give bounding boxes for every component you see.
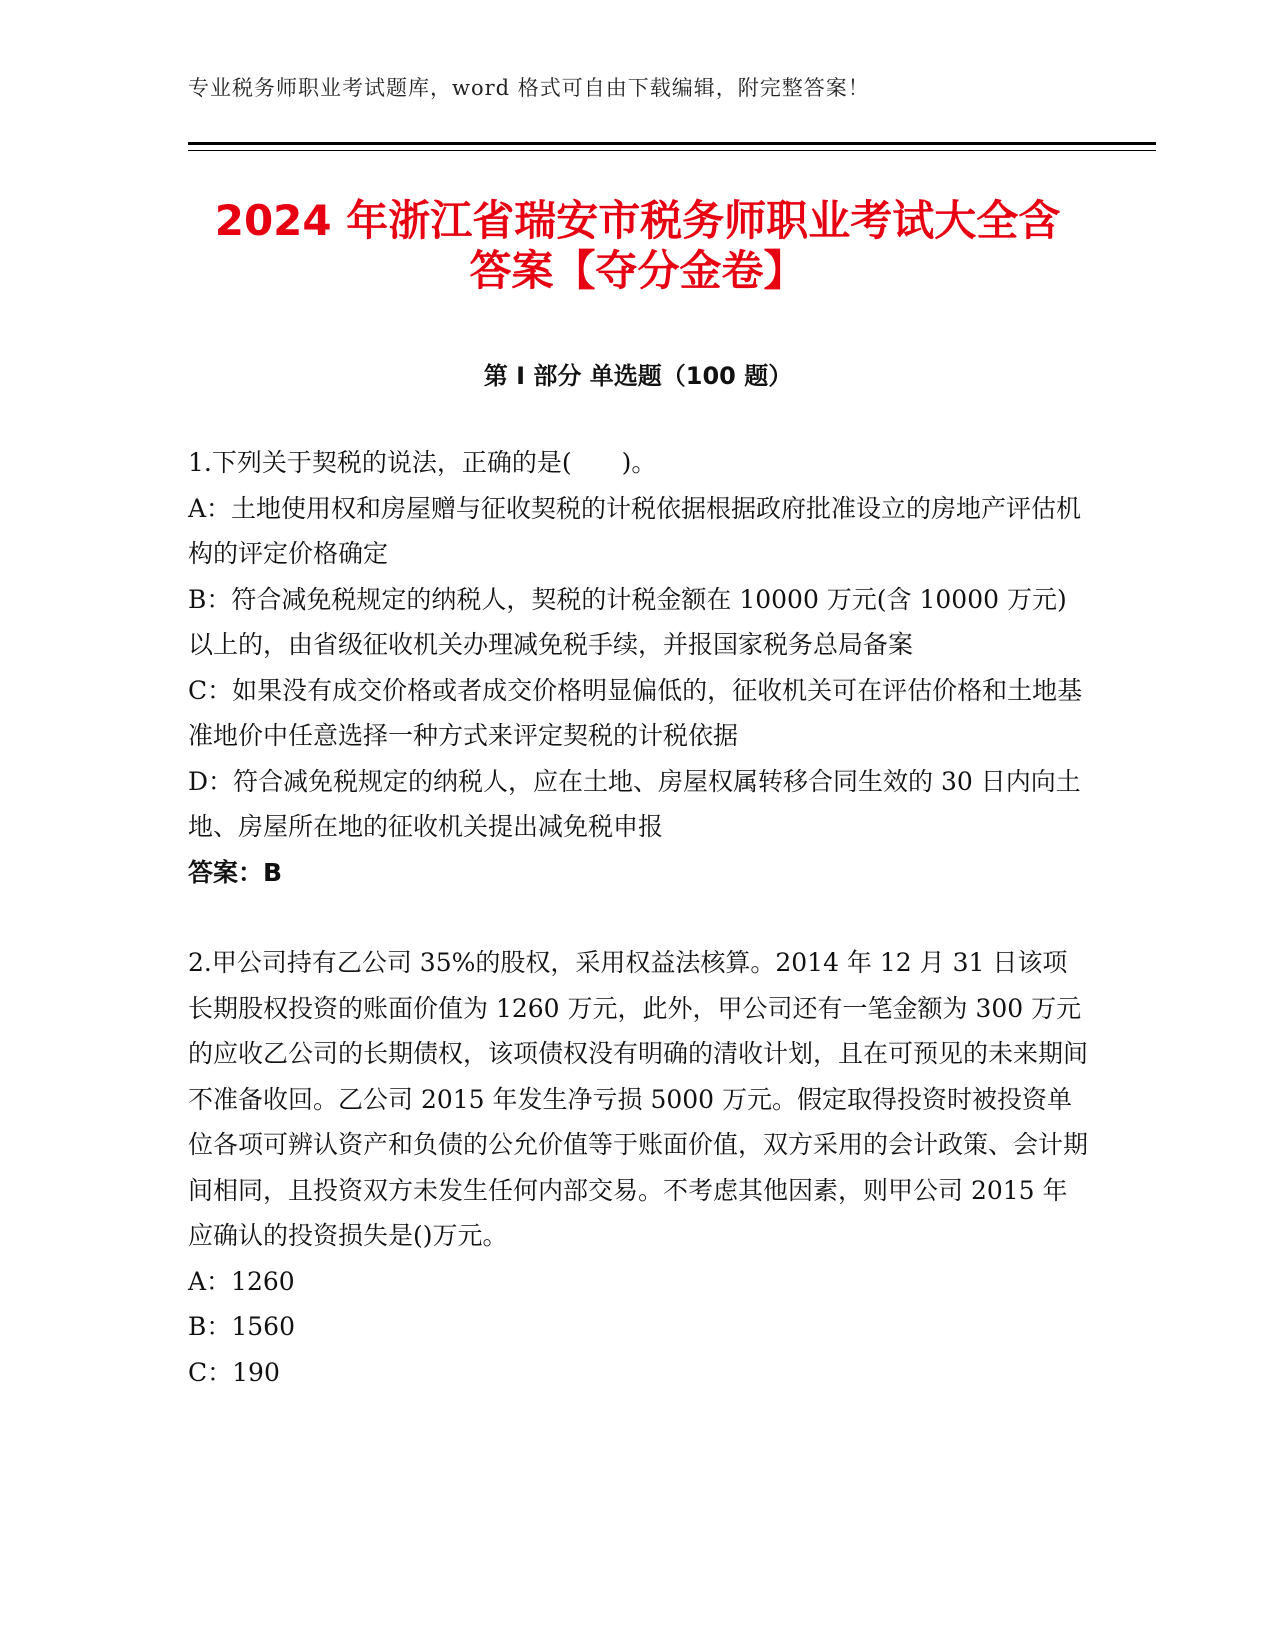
document-title [150, 196, 1125, 296]
section-heading: 第 I 部分 单选题（100 题） [483, 362, 793, 390]
option-b: B：符合减免税规定的纳税人，契税的计税金额在 10000 万元(含 10000 万元)以上的，由省级征收机关办理减免税手续，并报国家税务总局备案 [188, 584, 1067, 659]
document-title-line-2: 答案【夺分金卷】 [469, 246, 806, 295]
header-rule-thin [188, 150, 1156, 151]
option-a: A：土地使用权和房屋赠与征收契税的计税依据根据政府批准设立的房地产评估机构的评定价格确定 [188, 493, 1082, 568]
question-2 [188, 940, 1088, 1395]
question-stem: 1.下列关于契税的说法，正确的是( )。 [188, 448, 657, 477]
header-rule-thick [188, 142, 1156, 145]
question-1 [188, 440, 1088, 895]
option-c: C：如果没有成交价格或者成交价格明显偏低的，征收机关可在评估价格和土地基准地价中任意选择一种方式来评定契税的计税依据 [188, 675, 1083, 750]
question-spacer [188, 895, 1088, 940]
question-stem: 2.甲公司持有乙公司 35%的股权，采用权益法核算。2014 年 12 月 31 日该项长期股权投资的账面价值为 1260 万元，此外，甲公司还有一笔金额为 300 万元的应收乙公司的长期债权，该项债权没有明确的清收计划，且在可预见的未来期间不准备收回。乙公司 2015 年发生净亏损 5000 万元。假定取得投资时被投资单位各项可辨认资产和负债的公允价值等于账面价值，双方采用的会计政策、会计期间相同，且投资双方未发生任何内部交易。不考虑其他因素，则甲公司 2015 年应确认的投资损失是()万元。 [188, 948, 1089, 1250]
answer-line: 答案：B [188, 857, 283, 887]
document-title-line-1: 2024 年浙江省瑞安市税务师职业考试大全含 [214, 196, 1061, 245]
question-list [188, 440, 1088, 1395]
option-b: B：1560 [188, 1312, 295, 1341]
header-note: 专业税务师职业考试题库，word 格式可自由下载编辑，附完整答案！ [188, 76, 870, 100]
option-d: D：符合减免税规定的纳税人，应在土地、房屋权属转移合同生效的 30 日内向土地、房屋所在地的征收机关提出减免税申报 [188, 766, 1081, 841]
option-a: A：1260 [188, 1266, 295, 1296]
option-c: C：190 [188, 1357, 280, 1387]
